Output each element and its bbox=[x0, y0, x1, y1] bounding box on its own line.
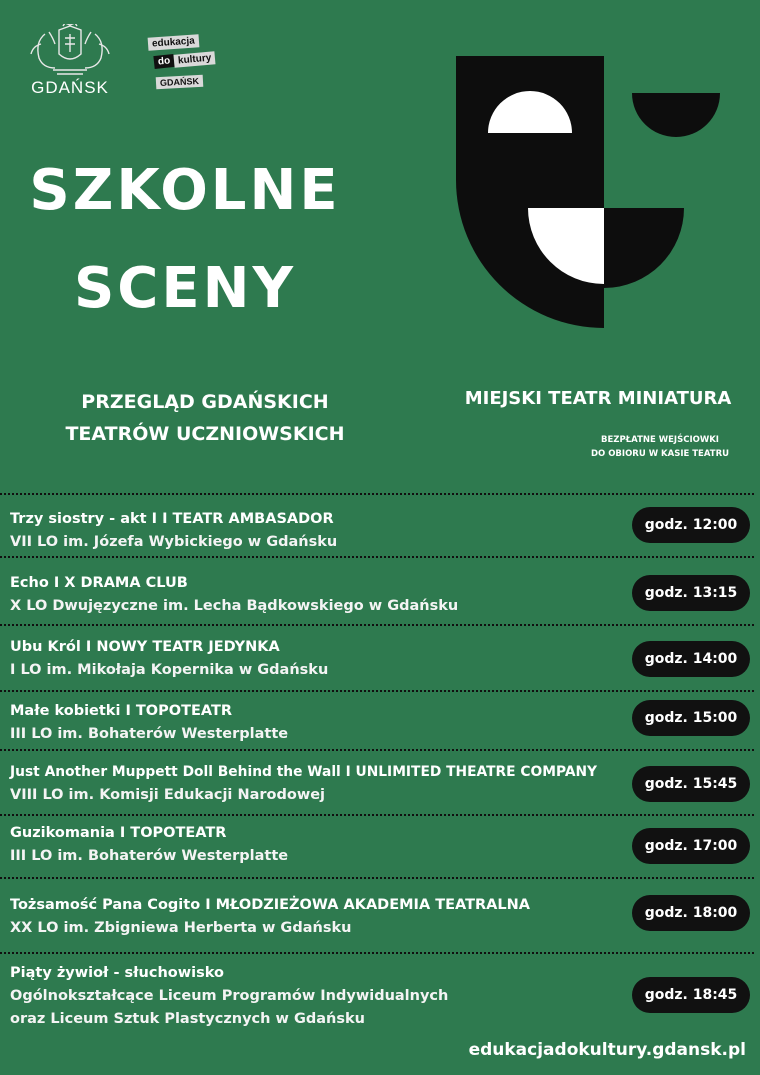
show-school: VII LO im. Józefa Wybickiego w Gdańsku bbox=[10, 534, 338, 550]
venue-name: MIEJSKI TEATR MINIATURA bbox=[464, 388, 732, 409]
separator bbox=[0, 952, 754, 954]
show-school: I LO im. Mikołaja Kopernika w Gdańsku bbox=[10, 662, 329, 678]
show-time-badge: godz. 18:00 bbox=[632, 895, 750, 931]
gdansk-logo-label: GDAŃSK bbox=[31, 78, 109, 97]
separator bbox=[0, 690, 754, 692]
show-time-badge: godz. 15:45 bbox=[632, 766, 750, 802]
show-title: Echo I X DRAMA CLUB bbox=[10, 575, 188, 591]
title-line-1: SZKOLNE bbox=[29, 158, 341, 223]
subtitle-line-2: TEATRÓW UCZNIOWSKICH bbox=[65, 423, 345, 445]
show-school: III LO im. Bohaterów Westerplatte bbox=[10, 848, 289, 864]
show-time-badge: godz. 17:00 bbox=[632, 828, 750, 864]
show-school-line-2: oraz Liceum Sztuk Plastycznych w Gdańsku bbox=[10, 1011, 365, 1027]
separator bbox=[0, 493, 754, 495]
show-row bbox=[10, 572, 620, 618]
show-row bbox=[10, 636, 620, 682]
gdansk-logo bbox=[24, 24, 116, 100]
show-school: III LO im. Bohaterów Westerplatte bbox=[10, 726, 289, 742]
edu-logo-word-4: GDAŃSK bbox=[156, 75, 204, 89]
show-title: Just Another Muppett Doll Behind the Wall I UNLIMITED THEATRE COMPANY bbox=[10, 764, 598, 780]
show-school: X LO Dwujęzyczne im. Lecha Bądkowskiego w Gdańsku bbox=[10, 598, 459, 614]
show-row bbox=[10, 822, 620, 868]
show-title: Guzikomania I TOPOTEATR bbox=[10, 825, 227, 841]
show-school: VIII LO im. Komisji Edukacji Narodowej bbox=[10, 787, 326, 803]
show-title: Ubu Król I NOWY TEATR JEDYNKA bbox=[10, 639, 280, 655]
show-row bbox=[10, 700, 620, 746]
show-title: Małe kobietki I TOPOTEATR bbox=[10, 703, 233, 719]
edu-logo-word-3: kultury bbox=[174, 51, 216, 68]
show-row bbox=[10, 894, 620, 940]
edu-logo-word-2: do bbox=[153, 54, 174, 69]
show-title: Piąty żywioł - słuchowisko bbox=[10, 965, 224, 981]
show-time-badge: godz. 14:00 bbox=[632, 641, 750, 677]
theatre-mask-icon bbox=[456, 56, 722, 330]
footer-url[interactable]: edukacjadokultury.gdansk.pl bbox=[468, 1040, 746, 1060]
subtitle bbox=[40, 386, 370, 450]
subtitle-line-1: PRZEGLĄD GDAŃSKICH bbox=[81, 391, 329, 413]
edukacja-do-kultury-logo bbox=[146, 36, 226, 96]
title-line-2: SCENY bbox=[73, 256, 297, 321]
show-school: XX LO im. Zbigniewa Herberta w Gdańsku bbox=[10, 920, 352, 936]
show-row bbox=[10, 962, 620, 1031]
separator bbox=[0, 624, 754, 626]
separator bbox=[0, 556, 754, 558]
free-tickets-info bbox=[580, 433, 740, 461]
show-time-badge: godz. 13:15 bbox=[632, 575, 750, 611]
show-title: Trzy siostry - akt I I TEATR AMBASADOR bbox=[10, 511, 334, 527]
show-title: Tożsamość Pana Cogito I MŁODZIEŻOWA AKADEMIA TEATRALNA bbox=[10, 897, 530, 913]
separator bbox=[0, 877, 754, 879]
gdansk-coat-of-arms-icon bbox=[25, 24, 115, 76]
show-school: Ogólnokształcące Liceum Programów Indywidualnych bbox=[10, 988, 449, 1004]
separator bbox=[0, 749, 754, 751]
edu-logo-word-1: edukacja bbox=[148, 34, 200, 51]
show-time-badge: godz. 12:00 bbox=[632, 507, 750, 543]
show-row bbox=[10, 761, 620, 807]
show-time-badge: godz. 18:45 bbox=[632, 977, 750, 1013]
separator bbox=[0, 814, 754, 816]
free-info-line-2: DO OBIORU W KASIE TEATRU bbox=[590, 449, 730, 459]
free-info-line-1: BEZPŁATNE WEJŚCIOWKI bbox=[601, 435, 719, 445]
show-row bbox=[10, 508, 620, 554]
show-time-badge: godz. 15:00 bbox=[632, 700, 750, 736]
